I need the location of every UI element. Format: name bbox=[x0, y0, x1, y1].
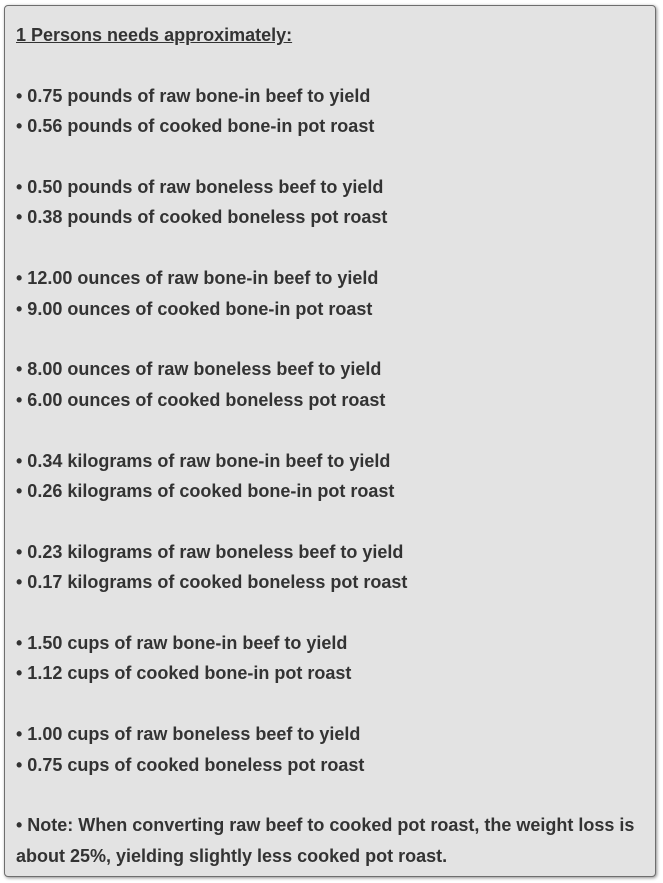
spacer bbox=[16, 598, 645, 628]
result-line-cups-boneless-cooked: • 0.75 cups of cooked boneless pot roast bbox=[16, 754, 365, 775]
spacer bbox=[16, 415, 645, 445]
spacer bbox=[16, 142, 645, 172]
result-line-cups-boneless-raw: • 1.00 cups of raw boneless beef to yield bbox=[16, 724, 361, 745]
results-heading: 1 Persons needs approximately: bbox=[16, 25, 293, 45]
spacer bbox=[16, 506, 645, 536]
result-line-kg-boneless-raw: • 0.23 kilograms of raw boneless beef to yield bbox=[16, 541, 404, 562]
result-line-kg-bonein-cooked: • 0.26 kilograms of cooked bone-in pot roast bbox=[16, 481, 395, 502]
result-line-kg-boneless-cooked: • 0.17 kilograms of cooked boneless pot roast bbox=[16, 572, 408, 593]
spacer bbox=[16, 780, 645, 810]
result-line-lb-boneless-cooked: • 0.38 pounds of cooked boneless pot roast bbox=[16, 207, 388, 228]
result-line-cups-bonein-raw: • 1.50 cups of raw bone-in beef to yield bbox=[16, 633, 348, 654]
note-text: • Note: When converting raw beef to cooked pot roast, the weight loss is about 25%, yielding slightly less cooked pot roast. bbox=[16, 815, 635, 866]
result-line-oz-boneless-cooked: • 6.00 ounces of cooked boneless pot roast bbox=[16, 389, 386, 410]
results-panel bbox=[4, 5, 656, 877]
result-line-oz-bonein-cooked: • 9.00 ounces of cooked bone-in pot roast bbox=[16, 298, 373, 319]
spacer bbox=[16, 689, 645, 719]
result-line-oz-bonein-raw: • 12.00 ounces of raw bone-in beef to yield bbox=[16, 268, 379, 289]
result-line-oz-boneless-raw: • 8.00 ounces of raw boneless beef to yield bbox=[16, 359, 382, 380]
spacer bbox=[16, 233, 645, 263]
result-line-lb-bonein-raw: • 0.75 pounds of raw bone-in beef to yield bbox=[16, 85, 371, 106]
result-line-kg-bonein-raw: • 0.34 kilograms of raw bone-in beef to yield bbox=[16, 450, 391, 471]
spacer bbox=[16, 50, 645, 80]
result-line-lb-bonein-cooked: • 0.56 pounds of cooked bone-in pot roast bbox=[16, 116, 375, 137]
result-line-cups-bonein-cooked: • 1.12 cups of cooked bone-in pot roast bbox=[16, 663, 352, 684]
result-line-lb-boneless-raw: • 0.50 pounds of raw boneless beef to yield bbox=[16, 177, 384, 197]
spacer bbox=[16, 324, 645, 354]
